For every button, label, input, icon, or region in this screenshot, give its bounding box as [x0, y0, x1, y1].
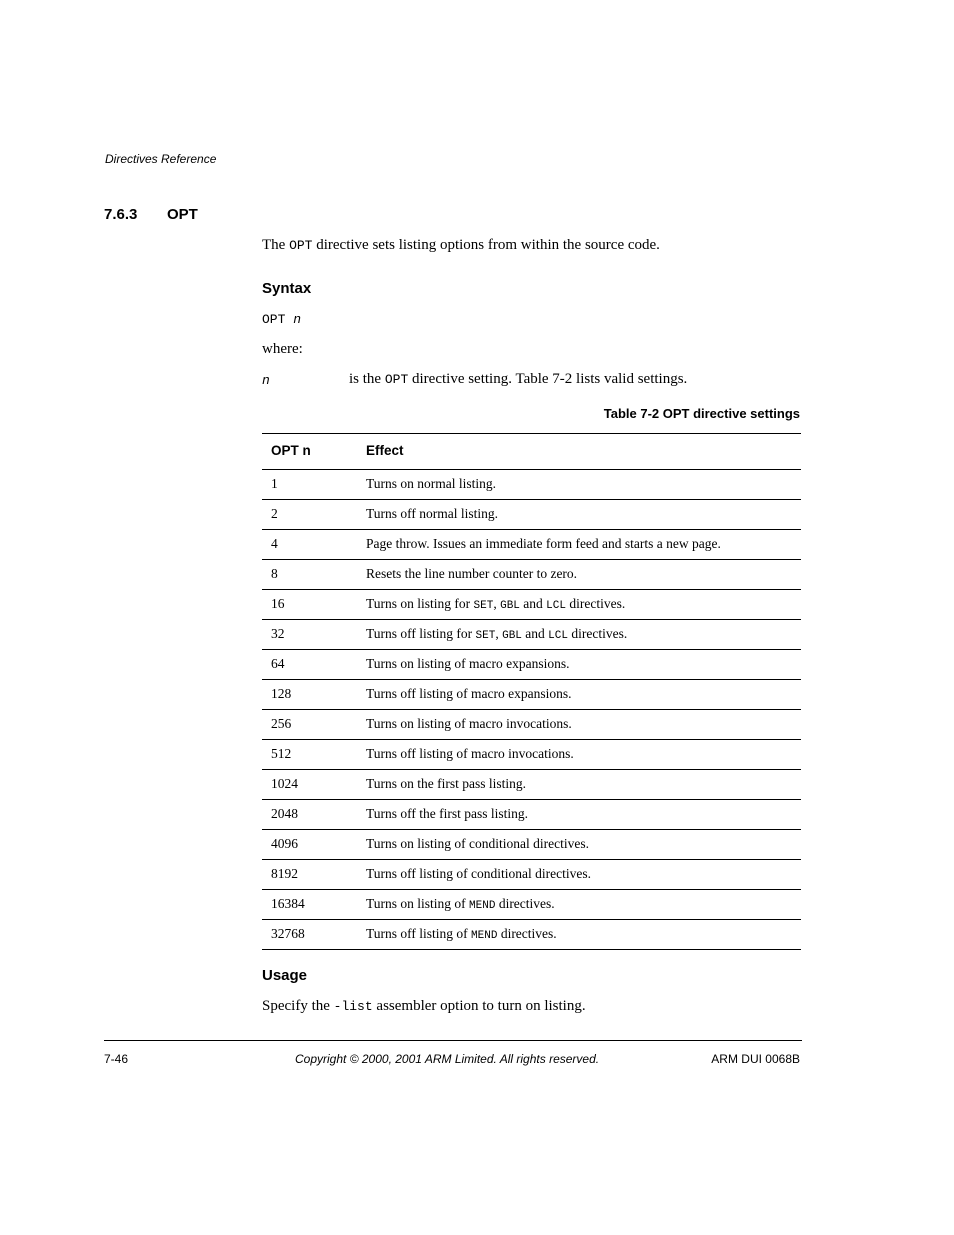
document-id: ARM DUI 0068B: [711, 1052, 800, 1066]
intro-text-pre: The: [262, 237, 290, 253]
effect-cell: [366, 896, 555, 912]
table-row: [262, 770, 801, 800]
effect-text: Turns on listing for: [366, 596, 474, 611]
opt-settings-table: [262, 433, 801, 950]
effect-text: Turns off listing of macro expansions.: [366, 686, 572, 701]
opt-value-cell: 128: [271, 686, 292, 701]
param-desc-code: OPT: [384, 372, 409, 387]
table-row: [262, 680, 801, 710]
opt-value-cell: 256: [271, 716, 292, 731]
effect-text: Turns on listing of macro expansions.: [366, 656, 570, 671]
effect-cell: [366, 536, 721, 552]
table-body: [262, 470, 801, 950]
effect-text: Resets the line number counter to zero.: [366, 566, 578, 581]
effect-cell: [366, 776, 526, 792]
intro-text-post: directive sets listing options from within the source code.: [312, 237, 660, 253]
effect-code: GBL: [500, 600, 520, 612]
opt-value-cell: 2: [271, 506, 278, 521]
table-row: [262, 530, 801, 560]
table-row: [262, 470, 801, 500]
effect-text: Turns off listing of: [366, 926, 472, 941]
effect-cell: [366, 656, 570, 672]
effect-code: SET: [475, 630, 496, 642]
effect-text: directives.: [495, 896, 555, 911]
opt-value-cell: 1: [271, 476, 278, 491]
opt-value-cell: 8: [271, 566, 278, 581]
table-header-row: [262, 434, 801, 470]
usage-text-pre: Specify the: [262, 998, 334, 1014]
table-row: [262, 560, 801, 590]
table-row: [262, 890, 801, 920]
opt-value-cell: 2048: [271, 806, 298, 821]
effect-cell: [366, 746, 574, 762]
opt-value-cell: 32768: [271, 926, 305, 941]
running-header: Directives Reference: [105, 152, 217, 166]
effect-text: directives.: [565, 596, 626, 611]
effect-text: Turns on normal listing.: [366, 476, 497, 491]
copyright-notice: Copyright © 2000, 2001 ARM Limited. All rights reserved.: [295, 1052, 600, 1066]
opt-value-cell: 32: [271, 626, 285, 641]
param-name: n: [262, 373, 270, 388]
effect-code: LCL: [546, 600, 566, 612]
table-row: [262, 800, 801, 830]
effect-code: MEND: [471, 930, 498, 942]
effect-cell: [366, 716, 572, 732]
opt-value-cell: 16: [271, 596, 285, 611]
effect-text: Turns on listing of: [366, 896, 470, 911]
usage-code: -list: [333, 999, 373, 1014]
effect-code: LCL: [548, 630, 568, 642]
opt-value-cell: 4096: [271, 836, 298, 851]
intro-code: OPT: [289, 238, 313, 253]
table-header-effect: Effect: [366, 443, 404, 458]
effect-text: and: [521, 626, 549, 641]
param-description: [349, 371, 687, 388]
effect-text: ,: [495, 626, 503, 641]
intro-paragraph: [262, 237, 660, 254]
effect-cell: [366, 686, 572, 702]
table-row: [262, 590, 801, 620]
section-title: OPT: [167, 206, 198, 223]
effect-text: Turns off the first pass listing.: [366, 806, 529, 821]
effect-text: directives.: [497, 926, 557, 941]
effect-code: GBL: [502, 630, 522, 642]
effect-text: and: [519, 596, 547, 611]
effect-text: Turns on listing of macro invocations.: [366, 716, 572, 731]
effect-text: Page throw. Issues an immediate form feed and starts a new page.: [366, 536, 721, 551]
opt-value-cell: 4: [271, 536, 278, 551]
effect-code: MEND: [469, 900, 496, 912]
usage-text-post: assembler option to turn on listing.: [372, 998, 586, 1014]
effect-cell: [366, 596, 625, 612]
section-number: 7.6.3: [104, 206, 138, 223]
effect-cell: [366, 626, 627, 642]
table-row: [262, 710, 801, 740]
effect-text: ,: [493, 596, 501, 611]
table-row: [262, 920, 801, 950]
effect-text: Turns on the first pass listing.: [366, 776, 527, 791]
table-header-opt-n: OPT n: [271, 443, 311, 458]
effect-code: SET: [473, 600, 494, 612]
effect-cell: [366, 806, 528, 822]
param-desc-pre: is the: [349, 371, 385, 387]
effect-text: Turns on listing of conditional directives.: [366, 836, 589, 851]
footer-rule: [104, 1040, 802, 1041]
effect-cell: [366, 506, 498, 522]
table-row: [262, 830, 801, 860]
usage-paragraph: [262, 998, 586, 1015]
effect-text: Turns off normal listing.: [366, 506, 499, 521]
syntax-keyword: OPT: [262, 312, 294, 327]
effect-text: Turns off listing of macro invocations.: [366, 746, 574, 761]
opt-value-cell: 64: [271, 656, 285, 671]
effect-cell: [366, 566, 577, 582]
opt-value-cell: 1024: [271, 776, 298, 791]
syntax-argument: n: [293, 312, 302, 327]
where-label: where:: [262, 341, 303, 357]
usage-heading: Usage: [262, 967, 308, 984]
opt-value-cell: 8192: [271, 866, 298, 881]
effect-cell: [366, 476, 496, 492]
syntax-heading: Syntax: [262, 280, 312, 297]
effect-text: directives.: [567, 626, 628, 641]
effect-cell: [366, 926, 557, 942]
table-row: [262, 860, 801, 890]
table-row: [262, 500, 801, 530]
opt-value-cell: 512: [271, 746, 292, 761]
table-row: [262, 740, 801, 770]
effect-text: Turns off listing for: [366, 626, 476, 641]
effect-text: Turns off listing of conditional directives.: [366, 866, 591, 881]
table-caption: Table 7-2 OPT directive settings: [603, 406, 800, 421]
opt-value-cell: 16384: [271, 896, 305, 911]
table-row: [262, 620, 801, 650]
syntax-code: [262, 312, 301, 327]
effect-cell: [366, 836, 589, 852]
table-row: [262, 650, 801, 680]
param-desc-post: directive setting. Table 7-2 lists valid settings.: [408, 371, 688, 387]
effect-cell: [366, 866, 591, 882]
page-number: 7-46: [104, 1052, 129, 1066]
